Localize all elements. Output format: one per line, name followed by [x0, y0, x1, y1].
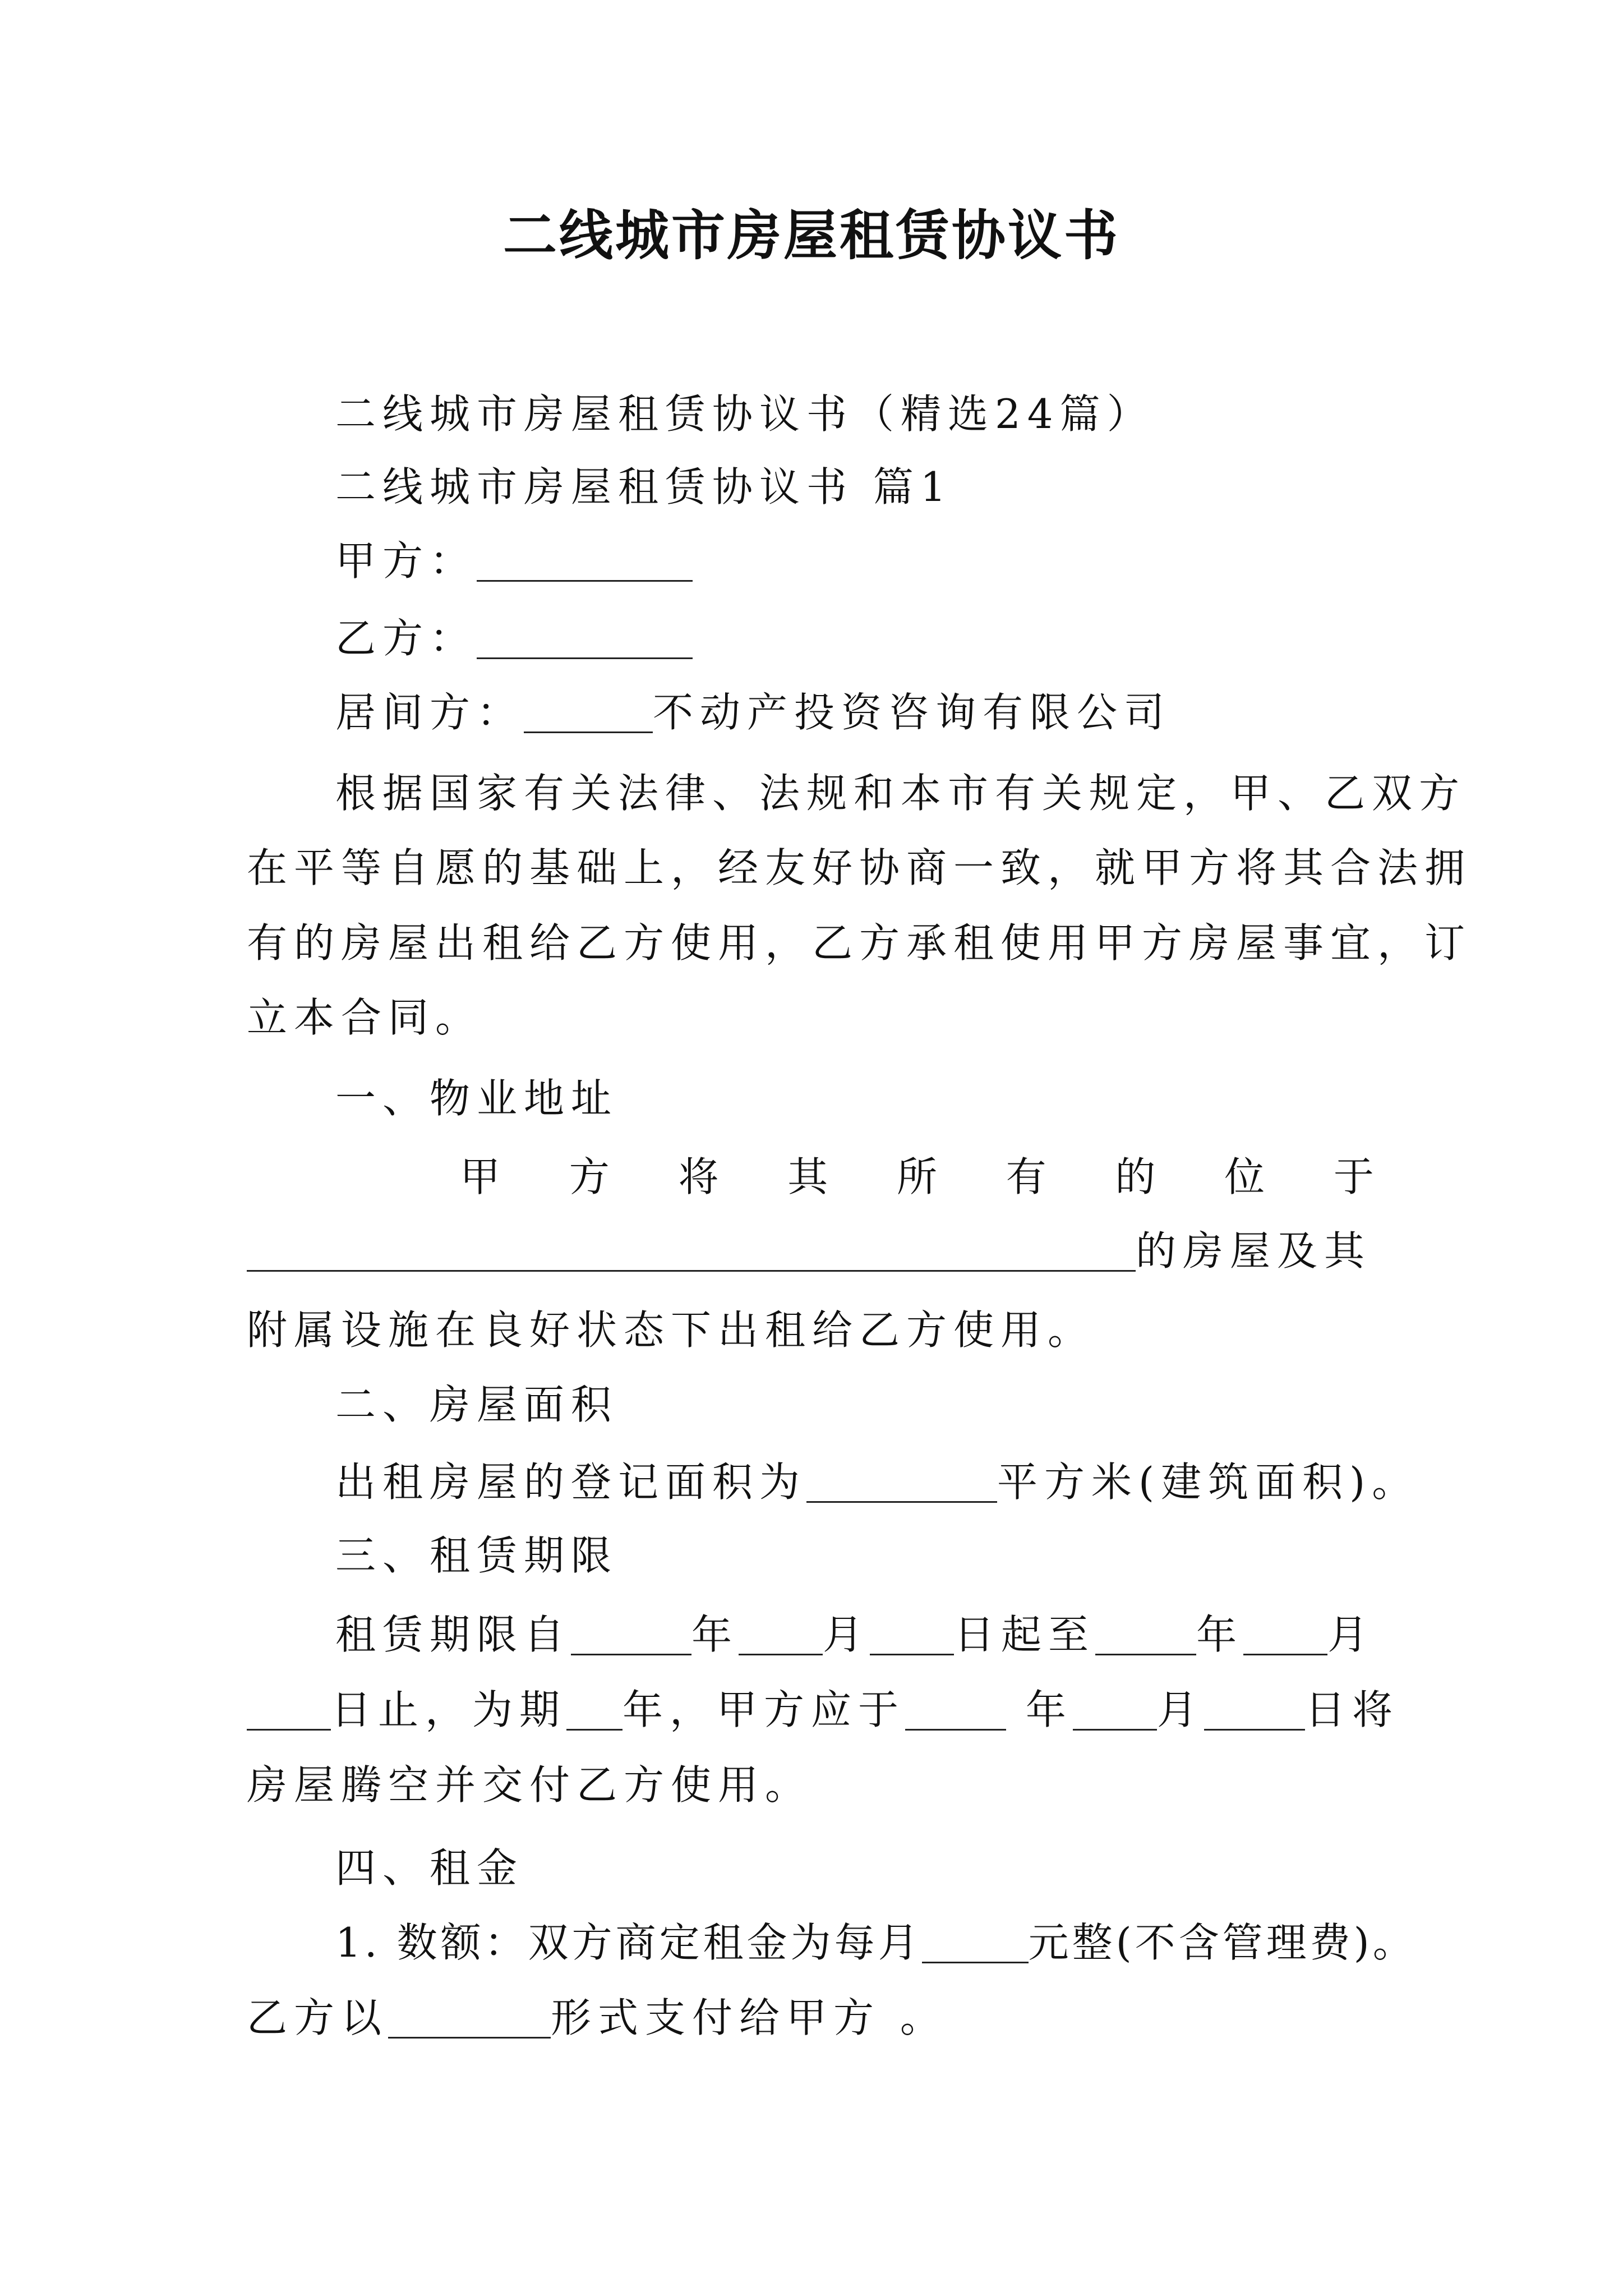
term-text: 日将: [1304, 1686, 1399, 1733]
spread-char: 的: [1115, 1153, 1156, 1200]
spread-char: 方: [569, 1153, 610, 1200]
section-1-line-2: [247, 1223, 1371, 1279]
broker-company: 不动产投资咨询有限公司: [653, 689, 1172, 736]
spread-char: 甲: [460, 1153, 501, 1200]
handover-year-blank: [905, 1690, 1006, 1731]
term-text: 日起至: [954, 1611, 1096, 1658]
spread-char: 所: [896, 1153, 937, 1200]
end-month-blank: [1243, 1614, 1327, 1655]
party-a-line: [335, 533, 693, 589]
spread-char: 将: [678, 1153, 719, 1200]
party-b-line: [335, 610, 693, 666]
section-3-line-3: 房屋腾空并交付乙方使用。: [247, 1761, 813, 1809]
start-month-blank: [739, 1614, 823, 1655]
party-a-label: 甲方：: [335, 537, 477, 585]
payment-label: 乙方以: [247, 1994, 389, 2041]
term-text: 月: [823, 1611, 870, 1658]
intro-line-4: 立本合同。: [247, 994, 483, 1041]
handover-day-blank: [1204, 1690, 1305, 1731]
party-b-blank: [477, 618, 693, 659]
section-4-line-2: [247, 1990, 947, 2046]
area-label: 出租房屋的登记面积为: [335, 1458, 807, 1506]
section-3-line-1: [335, 1607, 1375, 1663]
section-1-spread-line: [460, 1149, 1374, 1205]
spread-char: 其: [787, 1153, 828, 1200]
intro-line-1: 根据国家有关法律、法规和本市有关规定，甲、乙双方: [335, 770, 1467, 817]
term-text: 年，甲方应于: [623, 1686, 906, 1733]
section-4-item-1: [335, 1915, 1417, 1971]
section-1-line-3: 附属设施在良好状态下出租给乙方使用。: [247, 1306, 1095, 1354]
section-4-heading: 四、租金: [335, 1844, 524, 1892]
section-2-line: [335, 1454, 1419, 1510]
term-text: 年: [1196, 1611, 1244, 1658]
payment-text: 形式支付给甲方 。: [551, 1994, 947, 2041]
section-3-line-2: [247, 1682, 1399, 1738]
end-day-blank: [247, 1690, 331, 1731]
broker-line: [335, 684, 1171, 740]
term-text: 年: [1006, 1686, 1073, 1733]
term-text: 租赁期限自: [335, 1611, 571, 1658]
rent-unit: 元整(不含管理费)。: [1028, 1919, 1417, 1966]
broker-blank: [524, 692, 653, 733]
section-heading: 二线城市房屋租赁协议书 篇1: [335, 463, 953, 510]
document-subtitle: 二线城市房屋租赁协议书（精选24篇）: [335, 390, 1154, 438]
intro-line-3: 有的房屋出租给乙方使用，乙方承租使用甲方房屋事宜，订: [247, 919, 1472, 967]
spread-char: 位: [1224, 1153, 1265, 1200]
end-year-blank: [1095, 1614, 1196, 1655]
section-3-heading: 三、租赁期限: [335, 1532, 619, 1579]
party-b-label: 乙方：: [335, 615, 477, 662]
section-2-heading: 二、房屋面积: [335, 1381, 619, 1428]
party-a-blank: [477, 541, 693, 582]
area-unit: 平方米(建筑面积)。: [997, 1458, 1419, 1506]
intro-line-2: 在平等自愿的基础上，经友好协商一致，就甲方将其合法拥: [247, 844, 1472, 891]
broker-label: 居间方：: [335, 689, 524, 736]
payment-method-blank: [388, 1998, 551, 2039]
handover-month-blank: [1073, 1690, 1157, 1731]
spread-char: 有: [1006, 1153, 1046, 1200]
start-year-blank: [571, 1614, 691, 1655]
term-text: 年: [691, 1611, 739, 1658]
section-1-line-2-text: 的房屋及其: [1136, 1227, 1372, 1274]
section-1-heading: 一、物业地址: [335, 1075, 619, 1122]
start-day-blank: [870, 1614, 954, 1655]
spread-char: 于: [1333, 1153, 1374, 1200]
document-title: 二线城市房屋租赁协议书: [503, 204, 1120, 267]
term-text: 月: [1156, 1686, 1204, 1733]
address-blank: [247, 1231, 1136, 1272]
duration-blank: [566, 1690, 623, 1731]
term-text: 日止，为期: [331, 1686, 567, 1733]
rent-label: 1. 数额：双方商定租金为每月: [335, 1919, 922, 1966]
rent-blank: [922, 1922, 1029, 1963]
area-blank: [806, 1462, 997, 1503]
term-text: 月: [1327, 1611, 1375, 1658]
